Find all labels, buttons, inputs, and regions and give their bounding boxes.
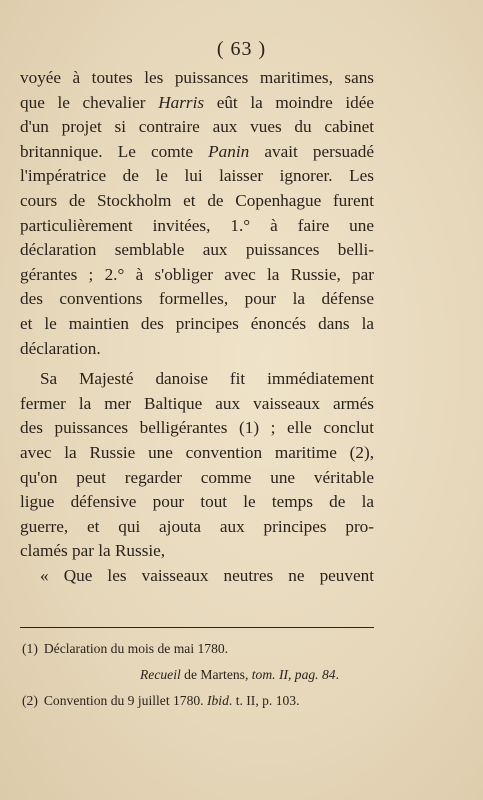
text-line: ligue défensive pour tout le temps de la bbox=[20, 492, 374, 512]
footnote-text: Déclaration du mois de mai 1780. bbox=[43, 641, 229, 656]
footnote-marker: (2) bbox=[22, 693, 38, 708]
text-line: avec la Russie une convention maritime (2), bbox=[20, 442, 374, 462]
text-line: d'un projet si contraire aux vues du cabinet bbox=[20, 117, 374, 137]
text-line: « Que les vaisseaux neutres ne peuvent bbox=[40, 565, 374, 585]
text-line: l'impératrice de le lui laisser ignorer. Les bbox=[20, 166, 374, 186]
text-line: guerre, et qui ajouta aux principes pro- bbox=[20, 516, 374, 536]
text-line: gérantes ; 2.° à s'obliger avec la Russie, par bbox=[20, 264, 374, 284]
text-line: que le chevalier Harris eût la moindre idée bbox=[20, 92, 374, 112]
footnote-2 bbox=[22, 688, 374, 714]
footnote-marker: (1) bbox=[22, 641, 38, 656]
page-number: ( 63 ) bbox=[216, 38, 267, 60]
text-line: voyée à toutes les puissances maritimes, sans bbox=[20, 68, 374, 87]
text-line: des puissances belligérantes (1) ; elle conclut bbox=[20, 418, 374, 438]
main-text bbox=[20, 66, 374, 588]
footnotes bbox=[22, 636, 374, 714]
footnote-1 bbox=[22, 636, 374, 662]
text-line: déclaration semblable aux puissances belli- bbox=[20, 240, 374, 260]
text-line: qu'on peut regarder comme une véritable bbox=[20, 467, 374, 487]
text-line: et le maintien des principes énoncés dans la bbox=[20, 313, 374, 333]
text-line: fermer la mer Baltique aux vaisseaux armés bbox=[20, 393, 374, 413]
footnote-text: Recueil de Martens, tom. II, pag. 84. bbox=[140, 667, 339, 682]
text-line: des conventions formelles, pour la défense bbox=[20, 289, 374, 309]
footnote-rule bbox=[20, 627, 374, 628]
text-line: Sa Majesté danoise fit immédiatement bbox=[40, 369, 374, 389]
text-line: déclaration. bbox=[20, 338, 101, 358]
footnote-1-continuation bbox=[22, 662, 374, 688]
text-line: clamés par la Russie, bbox=[20, 541, 166, 561]
footnote-text: Convention du 9 juillet 1780. Ibid. t. II, p. 103. bbox=[43, 693, 300, 708]
text-line: particulièrement invitées, 1.° à faire une bbox=[20, 215, 374, 235]
text-line: cours de Stockholm et de Copenhague furent bbox=[20, 190, 374, 210]
text-line: britannique. Le comte Panin avait persuadé bbox=[20, 141, 374, 161]
